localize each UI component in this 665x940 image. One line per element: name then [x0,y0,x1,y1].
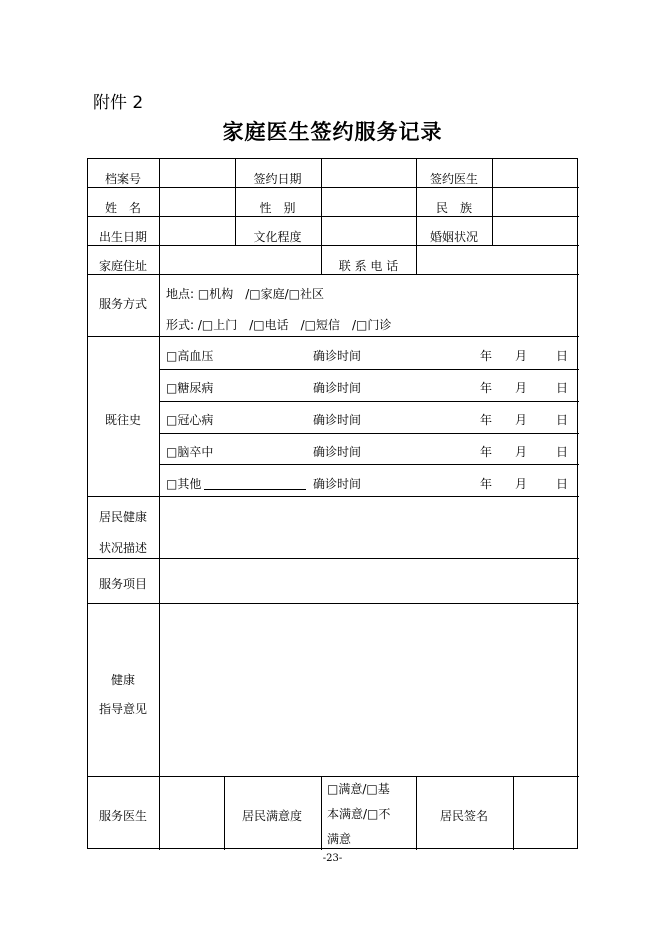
satisfaction-options-line1: □满意/□基 [327,782,390,796]
gender-label: 性 别 [259,201,296,215]
confirm-time-label: 确诊时间 [313,349,362,363]
month-label: 月 [515,477,528,491]
day-label: 日 [556,477,569,491]
day-label: 日 [556,381,569,395]
satisfaction-options-line3: 满意 [327,832,352,846]
satisfaction-label: 居民满意度 [241,809,302,823]
day-label: 日 [556,445,569,459]
name-label: 姓 名 [104,201,141,215]
resident-signature-label: 居民签名 [439,809,488,823]
address-label: 家庭住址 [98,259,147,273]
history-item-hypertension: □高血压 [166,349,214,363]
service-doctor-label: 服务医生 [98,809,147,823]
attachment-label: 附件 2 [93,93,144,113]
education-label: 文化程度 [253,230,302,244]
month-label: 月 [515,349,528,363]
confirm-time-label: 确诊时间 [313,477,362,491]
marital-status-label: 婚姻状况 [429,230,478,244]
service-form-options: 形式: /□上门 /□电话 /□短信 /□门诊 [166,318,392,332]
confirm-time-label: 确诊时间 [313,445,362,459]
ethnicity-label: 民 族 [435,201,472,215]
other-blank-line [204,489,306,490]
confirm-time-label: 确诊时间 [313,413,362,427]
satisfaction-options-line2: 本满意/□不 [327,807,391,821]
history-item-other: □其他 [166,477,202,491]
health-desc-label-line2: 状况描述 [98,541,147,555]
phone-label: 联 系 电 话 [338,259,399,273]
history-item-stroke: □脑卒中 [166,445,214,459]
month-label: 月 [515,413,528,427]
year-label: 年 [480,477,493,491]
history-label: 既往史 [104,413,141,427]
day-label: 日 [556,413,569,427]
year-label: 年 [480,445,493,459]
year-label: 年 [480,349,493,363]
service-items-label: 服务项目 [98,577,147,591]
guidance-label-line1: 健康 [110,673,135,687]
history-item-diabetes: □糖尿病 [166,381,214,395]
birth-date-label: 出生日期 [98,230,147,244]
page-number: -23- [322,853,343,864]
year-label: 年 [480,413,493,427]
sign-doctor-label: 签约医生 [429,172,478,186]
health-desc-label-line1: 居民健康 [98,510,147,524]
year-label: 年 [480,381,493,395]
day-label: 日 [556,349,569,363]
month-label: 月 [515,445,528,459]
history-item-chd: □冠心病 [166,413,214,427]
page-title: 家庭医生签约服务记录 [222,119,443,144]
sign-date-label: 签约日期 [253,172,302,186]
month-label: 月 [515,381,528,395]
guidance-label-line2: 指导意见 [98,702,147,716]
archive-no-label: 档案号 [104,172,141,186]
service-location-options: 地点: □机构 /□家庭/□社区 [166,287,324,301]
confirm-time-label: 确诊时间 [313,381,362,395]
service-mode-label: 服务方式 [98,297,147,311]
